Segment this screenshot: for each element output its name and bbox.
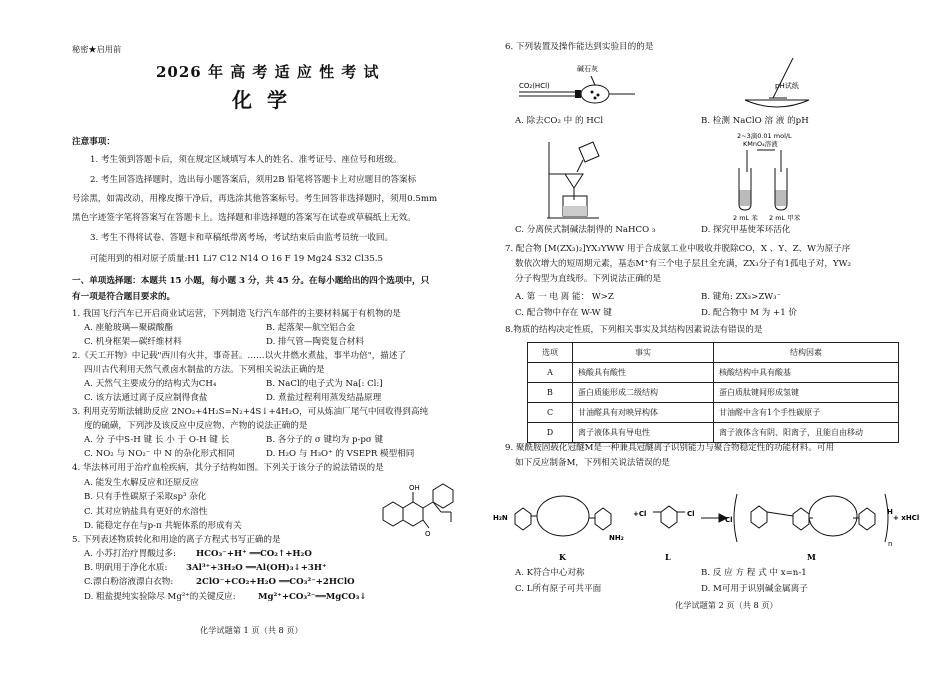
q1-stem: 1. 我国飞行汽车已开启商业试运营，下列制造飞行汽车部件的主要材料属于有机物的是 [72,309,401,319]
section1-heading: 一、单项选择题：本题共 15 小题，每小题 3 分，共 45 分。在每小题给出的四个选项中，只 [72,276,430,286]
table-cell: D [528,423,573,443]
q5-option-b-label: B. 明矾用于净化水质: [84,563,168,573]
q5-option-b-equation: 3Al³⁺+3H₂O ══Al(OH)₃↓+3H⁺ [186,563,327,573]
table-header-fact: 事实 [573,343,714,363]
section1-heading-cont: 有一项是符合题目要求的。 [72,292,176,302]
q5-option-d-label: D. 粗盐提纯实验除尽 Mg²⁺的关键反应: [84,592,236,602]
table-cell: C [528,403,573,423]
q7-option-a: A. 第 一 电 离 能： W>Z [515,292,614,302]
notes-heading: 注意事项： [72,137,115,147]
q3-stem: 3. 利用克劳斯法辅助反应 2NO₂+4H₂S=N₂+4S↓+4H₂O，可从炼油厂尾气中回收得到高纯 [72,407,429,417]
label-m-n: n [888,540,893,548]
q9-option-b: B. 反 应 方 程 式 中 x=n-1 [701,568,807,578]
table-header-row [528,343,899,363]
q9-stem-cont: 如下反应制备M，下列相关说法错误的是 [515,458,670,468]
q9-option-a: A. K符合中心对称 [515,568,585,578]
q9-reaction-scheme [493,474,920,564]
label-ph-paper: pH试纸 [775,82,799,90]
table-row [528,423,899,443]
q5-option-a-label: A. 小苏打治疗胃酸过多: [84,549,176,559]
table-cell: 离子液体具有导电性 [573,423,714,443]
atomic-mass: 可能用到的相对原子质量:H1 Li7 C12 N14 O 16 F 19 Mg24 S32 Cl35.5 [90,254,383,264]
q5-option-c-label: C.漂白粉溶液漂白衣物: [84,577,174,587]
table-cell: 甘油醛具有对映异构体 [573,403,714,423]
label-m-cl: Cl [725,516,733,524]
left-page [60,0,465,673]
q1-option-b: B. 起落架—航空铝合金 [266,323,356,333]
table-cell: A [528,363,573,383]
label-gas-mixture: CO₂(HCl) [519,82,550,90]
q9-option-c: C. L所有原子可共平面 [515,584,602,594]
table-cell: 蛋白质肽键间形成氢键 [714,383,899,403]
q7-option-b: B. 键角: ZX₃>ZW₃⁻ [701,292,782,302]
label-kmno4-solution: KMnO₄溶液 [743,140,778,148]
label-soda-lime: 碱石灰 [577,65,598,73]
q4-stem: 4. 华法林可用于治疗血栓疾病，其分子结构如图。下列关于该分子的说法错误的是 [72,463,384,473]
note-2-cont2: 黑色字迹签字笔将答案写在答题卡上。选择题和非选择题的答案写在试卷或草稿纸上无效。 [72,213,416,223]
label-hcl: + xHCl [893,514,920,522]
q7-option-d: D. 配合物中 M 为 +1 价 [701,308,798,318]
label-tube-toluene: 2 mL 甲苯 [769,214,801,222]
secret-label: 秘密★启用前 [72,44,122,54]
q2-stem-cont: 四川古代利用天然气煮卤水制盐的方法。下列相关说法正确的是 [84,365,325,375]
table-header-structure: 结构因素 [714,343,899,363]
q5-option-a-equation: HCO₃⁻+H⁺ ══CO₂↑+H₂O [196,549,312,559]
q6-option-c: C. 分离侯式制碱法制得的 NaHCO ₃ [515,225,656,235]
q5-option-c-equation: 2ClO⁻+CO₂+H₂O ══CO₃²⁻+2HClO [196,577,355,587]
q1-option-a: A. 座舱玻璃—聚碳酸酯 [84,323,174,333]
q8-table [527,342,899,443]
note-2: 2. 考生回答选择题时，选出每小题答案后，须用2B 铅笔将答题卡上对应题目的答案标 [90,175,417,185]
q6-figure-b-ph-test [737,54,827,114]
q3-option-c: C. NO₂ 与 NO₂⁻ 中 N 的杂化形式相同 [84,449,235,459]
q7-option-c: C. 配合物中存在 W-W 键 [515,308,612,318]
q2-option-a: A. 天然气主要成分的结构式为CH₄ [84,379,217,389]
q6-option-d: D. 探究甲基使苯环活化 [701,225,791,235]
table-header-option: 选项 [528,343,573,363]
note-3: 3. 考生不得将试卷、答题卡和草稿纸带离考场，考试结束后由监考员统一收回。 [90,233,394,243]
q4-option-b: B. 只有手性碳原子采取sp³ 杂化 [84,492,207,502]
note-1: 1. 考生领到答题卡后，须在规定区域填写本人的姓名、准考证号、座位号和班级。 [90,155,402,165]
warfarin-structure-figure [375,478,463,540]
label-k-nh2: NH₂ [609,534,624,542]
q1-option-c: C. 机身框架—碳纤维材料 [84,337,182,347]
q6-figure-d-test-tubes [733,132,833,222]
table-cell: 甘油醛中含有1个手性碳原子 [714,403,899,423]
label-l-cl: Cl [687,510,695,518]
label-kmno4-conc: 2~3滴0.01 mol/L [737,132,792,140]
q8-stem: 8.物质的结构决定性质，下列相关事实及其结构因素说法有错误的是 [505,325,763,335]
q3-option-d: D. H₂O 与 H₃O⁺ 的 VSEPR 模型相同 [266,449,415,459]
warfarin-o-label: O [425,530,431,538]
table-row [528,363,899,383]
label-k: K [559,552,566,562]
label-m-h: H [887,508,893,516]
q3-option-a: A. 分 子中S-H 键 长 小 于 O-H 键 长 [84,435,230,445]
q4-option-c: C. 其对应钠盐具有更好的水溶性 [84,507,208,517]
q6-figure-a-drying-tube [517,62,657,112]
subject-title: 化 学 [232,88,291,112]
q5-stem: 5. 下列表述物质转化和用途的离子方程式书写正确的是 [72,535,281,545]
q9-option-d: D. M可用于识别碱金属离子 [701,584,808,594]
q3-option-b: B. 各分子的 σ 键均为 p-pσ 键 [266,435,384,445]
table-row [528,403,899,423]
q7-stem: 7. 配合物 [M(ZX₃)₂]YX₃YWW 用于合成氨工业中吸收并脱除CO，X 、Y、Z、W为原子序 [505,244,851,254]
right-page [493,0,920,673]
q2-option-c: C. 该方法通过离子反应制得食盐 [84,393,208,403]
exam-title: 2026 年 高 考 适 应 性 考 试 [156,63,380,81]
left-footer: 化学试题第 1 页（共 8 页） [200,625,303,635]
q6-option-a: A. 除去CO₂ 中 的 HCl [515,116,604,126]
table-cell: B [528,383,573,403]
table-cell: 核酸结构中具有酸基 [714,363,899,383]
q6-figure-c-filtration [535,134,615,222]
q4-option-d: D. 能稳定存在与p-π 共轭体系的形成有关 [84,521,242,531]
right-footer: 化学试题第 2 页（共 8 页） [675,600,778,610]
table-cell: 蛋白质能形成二级结构 [573,383,714,403]
label-tube-benzene: 2 mL 苯 [733,214,758,222]
label-l: L [665,552,671,562]
q2-option-d: D. 煮盐过程利用蒸发结晶原理 [266,393,382,403]
q6-stem: 6. 下列装置及操作能达到实验目的的是 [505,42,654,52]
q1-option-d: D. 排气管—陶瓷复合材料 [266,337,364,347]
table-cell: 离子液体含有阴、阳离子，且能自由移动 [714,423,899,443]
q7-stem-cont2: 分子构型为直线形。下列说法正确的是 [515,274,662,284]
table-cell: 核酸具有酸性 [573,363,714,383]
q3-stem-cont: 度的硫磺，下列涉及该反应中反应物、产物的说法正确的是 [84,421,308,431]
q2-option-b: B. NaCl的电子式为 Na[: Cl:] [266,379,383,389]
label-plus-cl: +Cl [633,510,647,518]
q6-option-b: B. 检测 NaClO 溶 液 的pH [701,116,809,126]
q9-stem: 9. 聚酰胺固载化冠醚M是一种兼具冠醚离子识别能力与聚合物稳定性的功能材料。可用 [505,443,835,453]
label-k-h2n: H₂N [493,514,508,522]
note-2-cont: 号涂黑，如需改动，用橡皮擦干净后，再选涂其他答案标号。考生回答非选择题时，须用0.5mm [72,194,438,204]
q2-stem: 2.《天工开物》中记载"西川有火井，事奇甚。……以火井燃水煮盐，事半功倍"，描述了 [72,351,407,361]
q4-option-a: A. 能发生水解反应和还原反应 [84,478,199,488]
warfarin-oh-label: OH [409,484,420,492]
label-m: M [807,552,816,562]
table-row [528,383,899,403]
q5-option-d-equation: Mg²⁺+CO₃²⁻══MgCO₃↓ [258,592,367,602]
q7-stem-cont: 数依次增大的短周期元素，基态M⁺有三个电子层且全充满，ZX₃分子有1孤电子对，YW₂ [515,259,851,269]
